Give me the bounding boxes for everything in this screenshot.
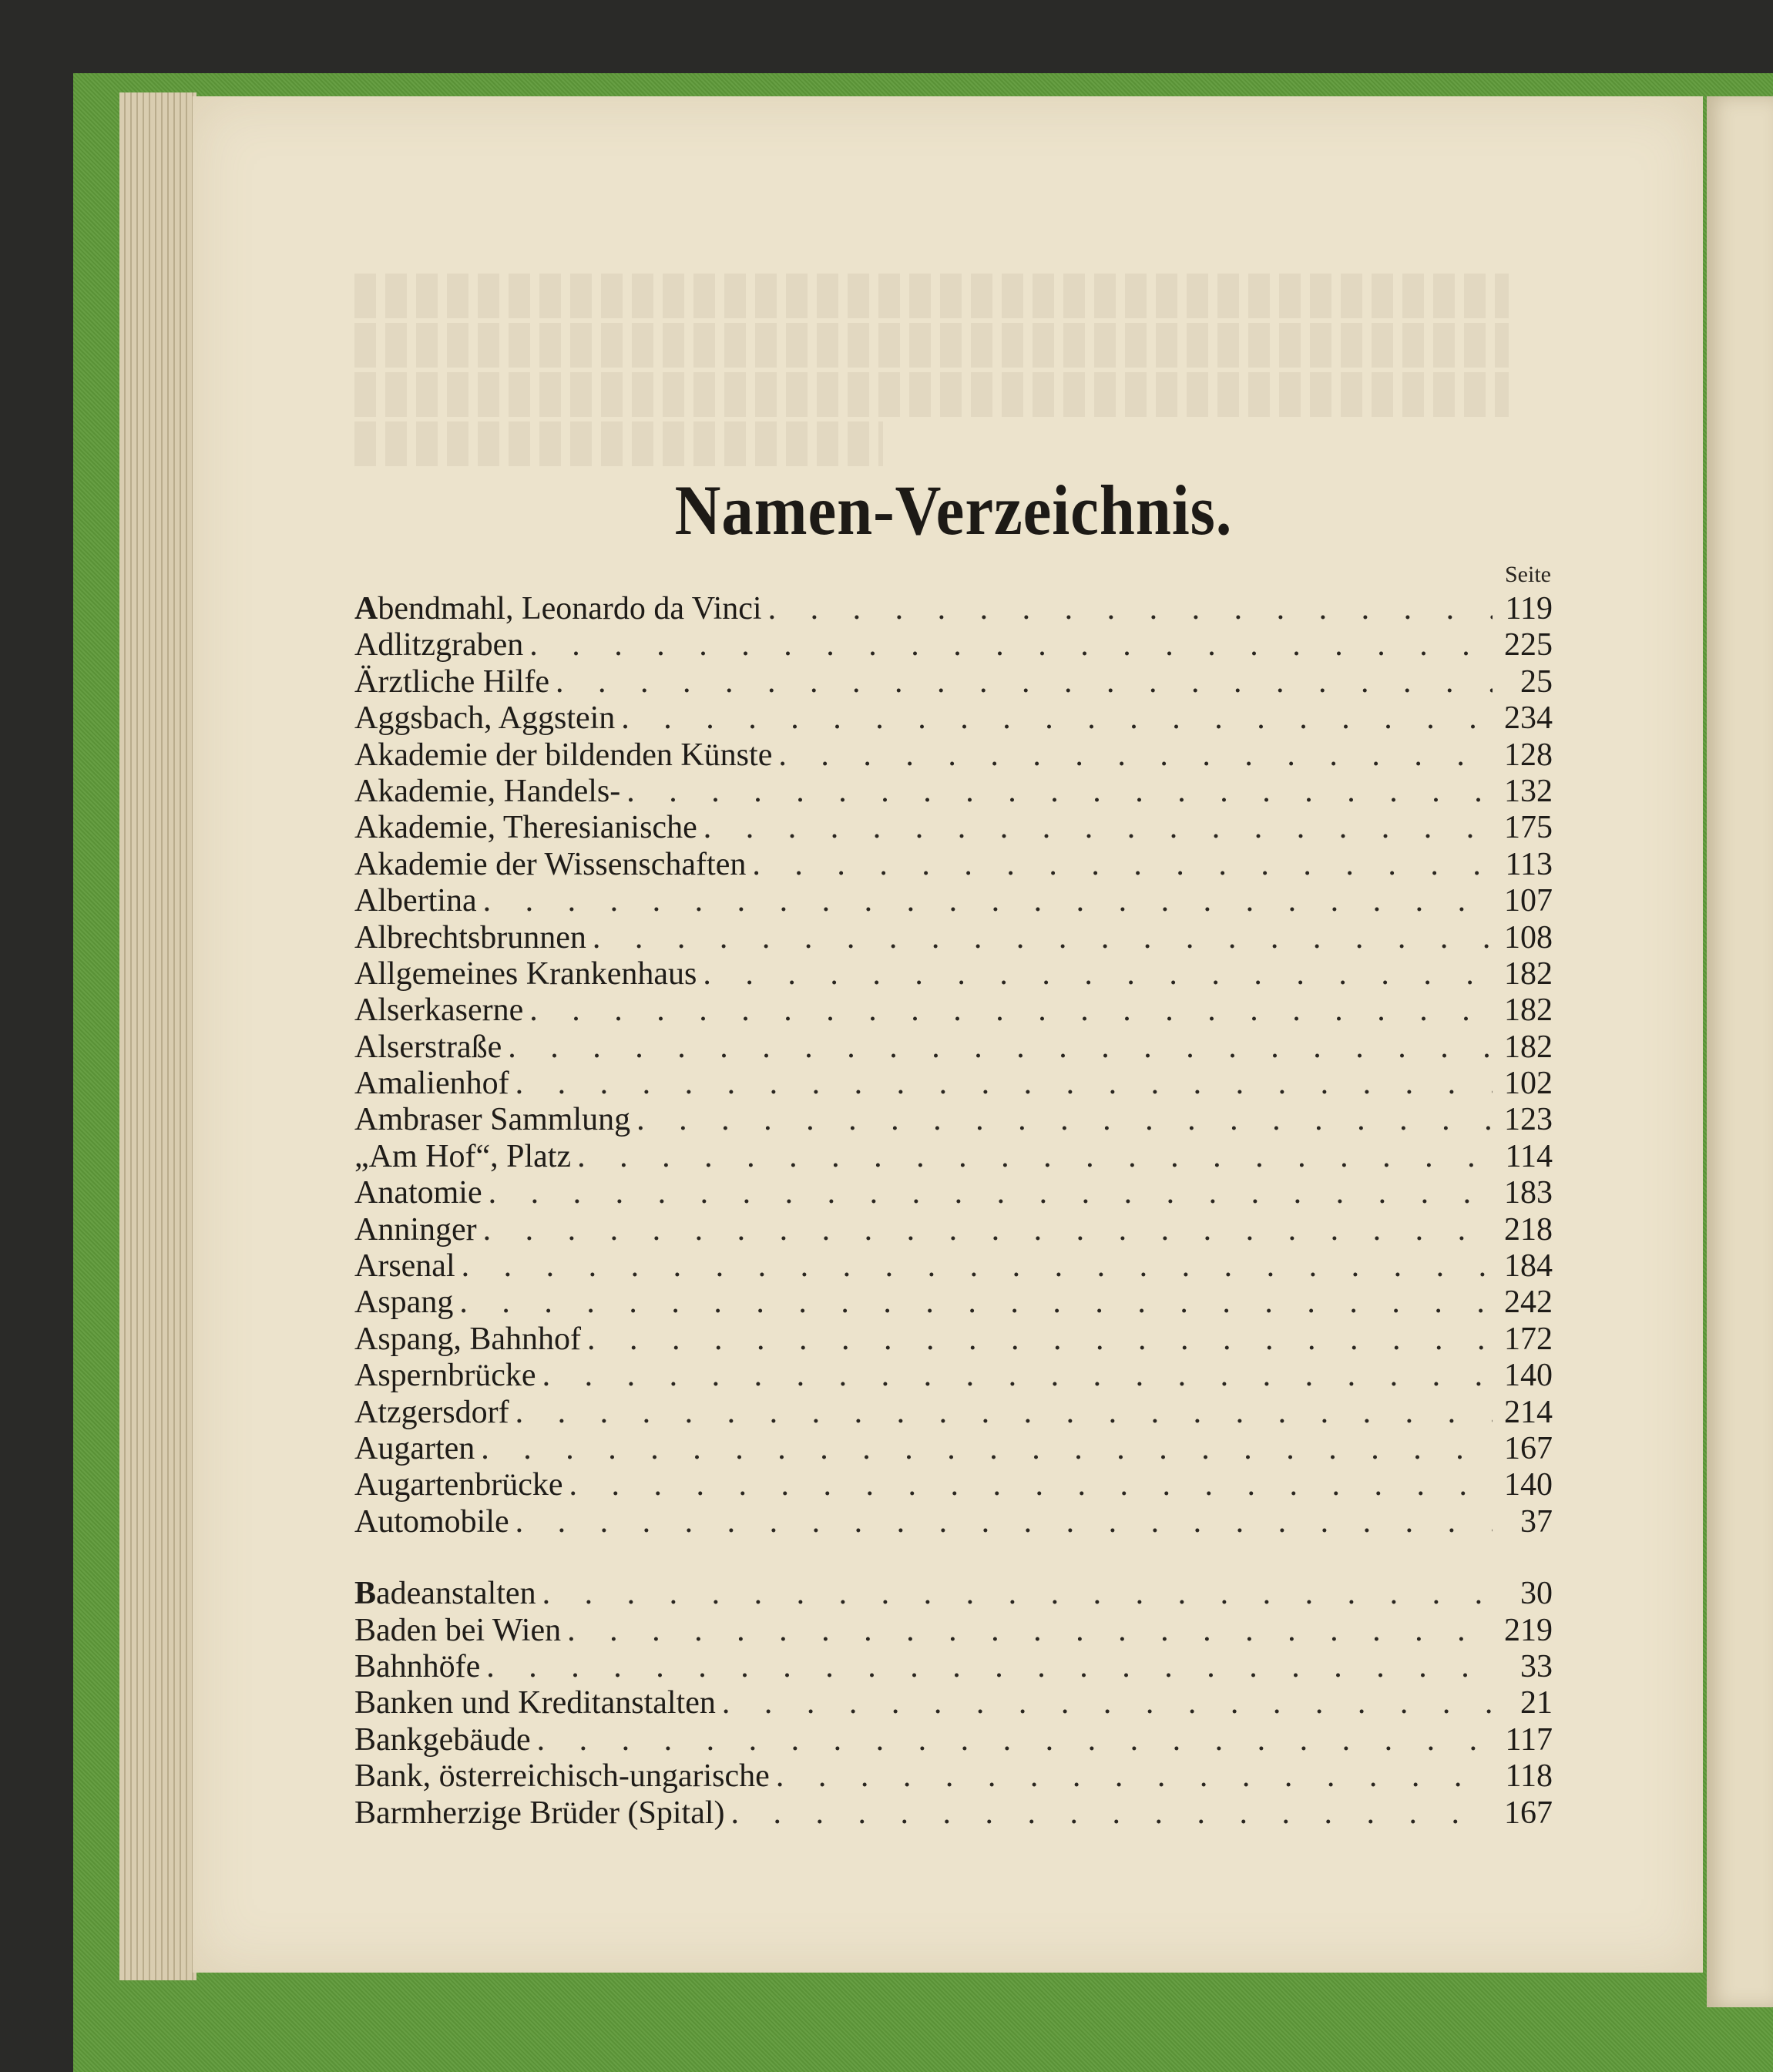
dot-leader bbox=[508, 1029, 1493, 1066]
dot-leader bbox=[459, 1285, 1493, 1321]
index-entry bbox=[354, 1504, 1553, 1540]
index-entry bbox=[354, 700, 1553, 737]
entry-page-number: 140 bbox=[1504, 1358, 1553, 1394]
index-entry bbox=[354, 737, 1553, 774]
entry-name: Ärztliche Hilfe bbox=[354, 663, 550, 700]
entry-name: Alserstraße bbox=[354, 1029, 502, 1065]
dot-leader bbox=[567, 1613, 1493, 1649]
entry-page-number: 219 bbox=[1504, 1612, 1553, 1648]
entry-page-number: 234 bbox=[1504, 700, 1553, 737]
index-entry bbox=[354, 1613, 1553, 1649]
entry-name: Albertina bbox=[354, 883, 477, 919]
index-entry bbox=[354, 1102, 1553, 1138]
dot-leader bbox=[537, 1722, 1493, 1758]
index-entry bbox=[354, 1321, 1553, 1358]
index-entry bbox=[354, 1248, 1553, 1285]
dot-leader bbox=[542, 1358, 1493, 1394]
entry-page-number: 218 bbox=[1504, 1211, 1553, 1248]
entry-name: Anninger bbox=[354, 1211, 477, 1248]
dot-leader bbox=[515, 1504, 1493, 1540]
entry-name: Allgemeines Krankenhaus bbox=[354, 955, 697, 992]
dot-leader bbox=[515, 1066, 1493, 1102]
entry-page-number: 140 bbox=[1504, 1467, 1553, 1503]
column-header-seite: Seite bbox=[1505, 562, 1551, 587]
index-entry bbox=[354, 1175, 1553, 1211]
index-entry bbox=[354, 920, 1553, 956]
entry-page-number: 214 bbox=[1504, 1394, 1553, 1430]
dot-leader bbox=[722, 1685, 1493, 1721]
group-separator bbox=[354, 1540, 1553, 1576]
index-entry bbox=[354, 1649, 1553, 1685]
index-entry bbox=[354, 1029, 1553, 1066]
index-entry bbox=[354, 774, 1553, 810]
entry-page-number: 114 bbox=[1505, 1138, 1553, 1174]
index-entry bbox=[354, 956, 1553, 992]
entry-name: Arsenal bbox=[354, 1248, 455, 1285]
entry-name: „Am Hof“, Platz bbox=[354, 1138, 572, 1174]
dot-leader bbox=[587, 1321, 1493, 1358]
entry-name: Aggsbach, Aggstein bbox=[354, 700, 616, 737]
index-entry bbox=[354, 1139, 1553, 1175]
entry-name: Amalienhof bbox=[354, 1066, 509, 1102]
index-entry bbox=[354, 1066, 1553, 1102]
index-entry bbox=[354, 1212, 1553, 1248]
dot-leader bbox=[515, 1395, 1493, 1431]
entry-page-number: 182 bbox=[1504, 955, 1553, 992]
dot-leader bbox=[483, 883, 1493, 919]
entry-name: Ambraser Sammlung bbox=[354, 1102, 631, 1138]
dot-leader bbox=[489, 1175, 1493, 1211]
entry-page-number: 113 bbox=[1505, 846, 1553, 882]
entry-page-number: 242 bbox=[1504, 1285, 1553, 1321]
entry-page-number: 107 bbox=[1504, 883, 1553, 919]
dot-leader bbox=[529, 627, 1493, 663]
dot-leader bbox=[486, 1649, 1493, 1685]
entry-name: Atzgersdorf bbox=[354, 1394, 509, 1430]
index-entry bbox=[354, 591, 1553, 627]
dot-leader bbox=[621, 700, 1493, 737]
entry-name: Bank, österreichisch-ungarische bbox=[354, 1758, 770, 1795]
dot-leader bbox=[529, 992, 1493, 1029]
index-entry bbox=[354, 664, 1553, 700]
index-entry bbox=[354, 627, 1553, 663]
dot-leader bbox=[778, 737, 1493, 774]
entry-page-number: 117 bbox=[1505, 1721, 1553, 1758]
entry-page-number: 30 bbox=[1520, 1576, 1553, 1612]
index-entry bbox=[354, 1395, 1553, 1431]
entry-name: Adlitzgraben bbox=[354, 627, 524, 663]
entry-name: Barmherzige Brüder (Spital) bbox=[354, 1795, 725, 1831]
index-entry bbox=[354, 1758, 1553, 1795]
entry-page-number: 108 bbox=[1504, 919, 1553, 955]
entry-page-number: 184 bbox=[1504, 1248, 1553, 1285]
index-list bbox=[354, 591, 1553, 1832]
dot-leader bbox=[626, 774, 1493, 810]
index-entry bbox=[354, 992, 1553, 1029]
dot-leader bbox=[483, 1212, 1493, 1248]
entry-page-number: 25 bbox=[1520, 663, 1553, 700]
index-entry bbox=[354, 1685, 1553, 1721]
entry-page-number: 118 bbox=[1505, 1758, 1553, 1795]
entry-page-number: 119 bbox=[1505, 591, 1553, 626]
index-entry bbox=[354, 1431, 1553, 1467]
index-entry bbox=[354, 1722, 1553, 1758]
facing-page-edge bbox=[1707, 96, 1773, 2007]
dot-leader bbox=[462, 1248, 1493, 1285]
entry-page-number: 37 bbox=[1520, 1503, 1553, 1540]
dot-leader bbox=[703, 810, 1493, 846]
dot-leader bbox=[636, 1102, 1493, 1138]
index-page-content bbox=[354, 462, 1553, 1832]
entry-name: Anatomie bbox=[354, 1175, 482, 1211]
entry-page-number: 102 bbox=[1504, 1066, 1553, 1102]
page-edges bbox=[119, 92, 196, 1980]
entry-name: Abendmahl, Leonardo da Vinci bbox=[354, 591, 762, 626]
entry-name: Augarten bbox=[354, 1430, 475, 1466]
entry-name: Badeanstalten bbox=[354, 1576, 536, 1612]
entry-name: Automobile bbox=[354, 1503, 509, 1540]
entry-name: Bahnhöfe bbox=[354, 1648, 481, 1684]
entry-page-number: 33 bbox=[1520, 1648, 1553, 1684]
entry-page-number: 167 bbox=[1504, 1430, 1553, 1466]
dot-leader bbox=[752, 847, 1493, 883]
entry-page-number: 175 bbox=[1504, 810, 1553, 846]
index-entry bbox=[354, 847, 1553, 883]
dot-leader bbox=[703, 956, 1493, 992]
entry-name: Augartenbrücke bbox=[354, 1467, 563, 1503]
entry-name: Albrechtsbrunnen bbox=[354, 919, 586, 955]
dot-leader bbox=[577, 1139, 1493, 1175]
entry-name: Aspernbrücke bbox=[354, 1358, 536, 1394]
entry-page-number: 172 bbox=[1504, 1321, 1553, 1357]
entry-name: Akademie, Handels- bbox=[354, 773, 621, 809]
entry-page-number: 183 bbox=[1504, 1175, 1553, 1211]
dot-leader bbox=[569, 1467, 1493, 1503]
entry-name: Baden bei Wien bbox=[354, 1612, 562, 1648]
entry-page-number: 182 bbox=[1504, 1029, 1553, 1065]
entry-name: Banken und Kreditanstalten bbox=[354, 1685, 716, 1721]
index-entry bbox=[354, 1285, 1553, 1321]
dot-leader bbox=[556, 664, 1493, 700]
entry-name: Bankgebäude bbox=[354, 1721, 531, 1758]
entry-page-number: 132 bbox=[1504, 773, 1553, 809]
dot-leader bbox=[481, 1431, 1493, 1467]
entry-page-number: 225 bbox=[1504, 627, 1553, 663]
dot-leader bbox=[776, 1758, 1493, 1795]
entry-page-number: 21 bbox=[1520, 1685, 1553, 1721]
dot-leader bbox=[731, 1795, 1493, 1832]
entry-name: Aspang, Bahnhof bbox=[354, 1321, 581, 1357]
dot-leader bbox=[542, 1576, 1493, 1612]
entry-name: Akademie der bildenden Künste bbox=[354, 737, 773, 773]
dot-leader bbox=[593, 920, 1493, 956]
entry-name: Akademie, Theresianische bbox=[354, 810, 697, 846]
entry-page-number: 123 bbox=[1504, 1102, 1553, 1138]
entry-page-number: 167 bbox=[1504, 1795, 1553, 1831]
entry-page-number: 128 bbox=[1504, 737, 1553, 773]
entry-name: Alserkaserne bbox=[354, 992, 524, 1029]
page-title: Namen-Verzeichnis. bbox=[674, 471, 1233, 549]
entry-name: Akademie der Wissenschaften bbox=[354, 846, 747, 882]
index-entry bbox=[354, 1358, 1553, 1394]
index-entry bbox=[354, 1576, 1553, 1612]
index-entry bbox=[354, 810, 1553, 846]
dot-leader bbox=[768, 591, 1493, 627]
index-entry bbox=[354, 883, 1553, 919]
entry-name: Aspang bbox=[354, 1285, 454, 1321]
entry-page-number: 182 bbox=[1504, 992, 1553, 1029]
index-entry bbox=[354, 1795, 1553, 1832]
index-entry bbox=[354, 1467, 1553, 1503]
